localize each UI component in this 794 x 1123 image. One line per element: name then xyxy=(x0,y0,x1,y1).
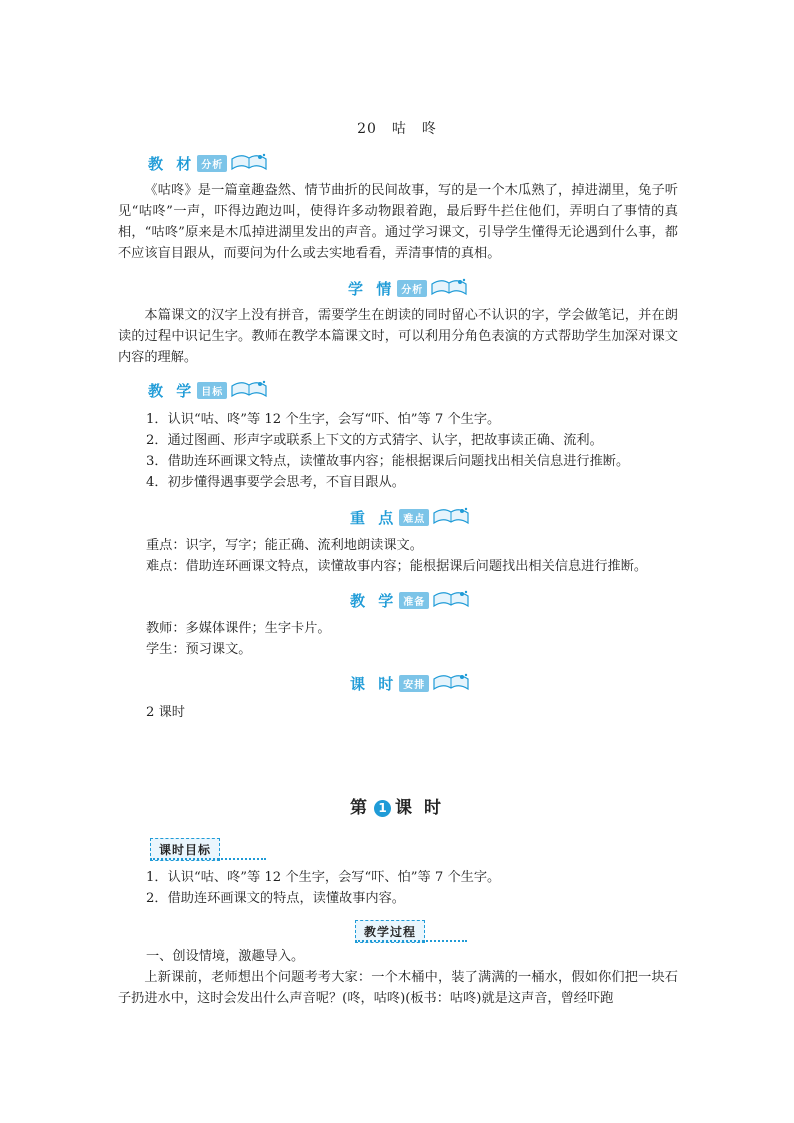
open-book-icon xyxy=(431,505,471,529)
process-paragraph: 上新课前，老师想出个问题考考大家：一个木桶中，装了满满的一桶水，假如你们把一块石子扔进水中，这时会发出什么声音呢？(咚，咕咚)(板书：咕咚)就是这声音，曾经吓跑 xyxy=(118,970,678,1006)
focus-item: 难点：借助连环画课文特点，读懂故事内容；能根据课后问题找出相关信息进行推断。 xyxy=(146,559,648,574)
open-book-icon xyxy=(429,276,469,300)
heading-tag: 安排 xyxy=(399,675,429,692)
process-step: 一、创设情境，激趣导入。 xyxy=(146,949,305,964)
lesson-title: 20 咕 咚 xyxy=(357,121,437,137)
open-book-icon xyxy=(229,378,269,402)
time-text: 2 课时 xyxy=(146,705,185,720)
section-heading-time xyxy=(350,670,471,696)
heading-main: 课 时 xyxy=(350,674,398,693)
analysis-paragraph: 《咕咚》是一篇童趣盎然、情节曲折的民间故事，写的是一个木瓜熟了，掉进湖里，兔子听见“咕咚”一声，吓得边跑边叫，使得许多动物跟着跑，最后野牛拦住他们，弄明白了事情的真相，“咕咚”原来是木瓜掉进湖里发出的声音。通过学习课文，引导学生懂得无论遇到什么事，都不应该盲目跟从，而要问为什么或去实地看看，弄清事情的真相。 xyxy=(118,183,678,261)
heading-tag: 目标 xyxy=(197,382,227,399)
heading-main: 学 情 xyxy=(348,279,396,298)
lesson-number-badge: 1 xyxy=(374,800,391,817)
lesson-prefix: 第 xyxy=(350,798,371,818)
goal-item: 1．认识“咕、咚”等 12 个生字，会写“吓、怕”等 7 个生字。 xyxy=(146,412,501,427)
heading-main: 重 点 xyxy=(350,508,398,527)
prep-item: 学生：预习课文。 xyxy=(146,642,252,657)
open-book-icon xyxy=(431,671,471,695)
focus-item: 重点：识字，写字；能正确、流利地朗读课文。 xyxy=(146,538,423,553)
heading-tag: 分析 xyxy=(197,155,227,172)
heading-tag: 准备 xyxy=(399,592,429,609)
heading-main: 教 学 xyxy=(350,591,398,610)
label-dotted-rule xyxy=(355,940,467,942)
section-heading-goal xyxy=(148,377,269,403)
heading-main: 教 学 xyxy=(148,381,196,400)
section-heading-prep xyxy=(350,587,471,613)
goal-item: 3．借助连环画课文特点，读懂故事内容；能根据课后问题找出相关信息进行推断。 xyxy=(146,454,630,469)
heading-main: 教 材 xyxy=(148,154,196,173)
open-book-icon xyxy=(431,588,471,612)
lesson-period-title xyxy=(0,793,794,818)
lesson-goal-item: 2．借助连环画课文的特点，读懂故事内容。 xyxy=(146,891,405,906)
goal-item: 2．通过图画、形声字或联系上下文的方式猜字、认字，把故事读正确、流利。 xyxy=(146,433,603,448)
section-heading-student xyxy=(348,275,469,301)
heading-tag: 难点 xyxy=(399,509,429,526)
lesson-goal-label: 课时目标 xyxy=(150,838,220,861)
section-heading-analysis xyxy=(148,150,269,176)
section-heading-focus xyxy=(350,504,471,530)
label-dotted-rule xyxy=(150,858,266,860)
goal-item: 4．初步懂得遇事要学会思考，不盲目跟从。 xyxy=(146,475,405,490)
open-book-icon xyxy=(229,151,269,175)
process-label: 教学过程 xyxy=(355,920,425,943)
lesson-goal-item: 1．认识“咕、咚”等 12 个生字，会写“吓、怕”等 7 个生字。 xyxy=(146,870,501,885)
prep-item: 教师：多媒体课件；生字卡片。 xyxy=(146,621,331,636)
heading-tag: 分析 xyxy=(397,280,427,297)
student-paragraph: 本篇课文的汉字上没有拼音，需要学生在朗读的同时留心不认识的字，学会做笔记，并在朗读的过程中识记生字。教师在教学本篇课文时，可以利用分角色表演的方式帮助学生加深对课文内容的理解。 xyxy=(118,308,678,365)
lesson-suffix: 课 时 xyxy=(395,798,444,818)
